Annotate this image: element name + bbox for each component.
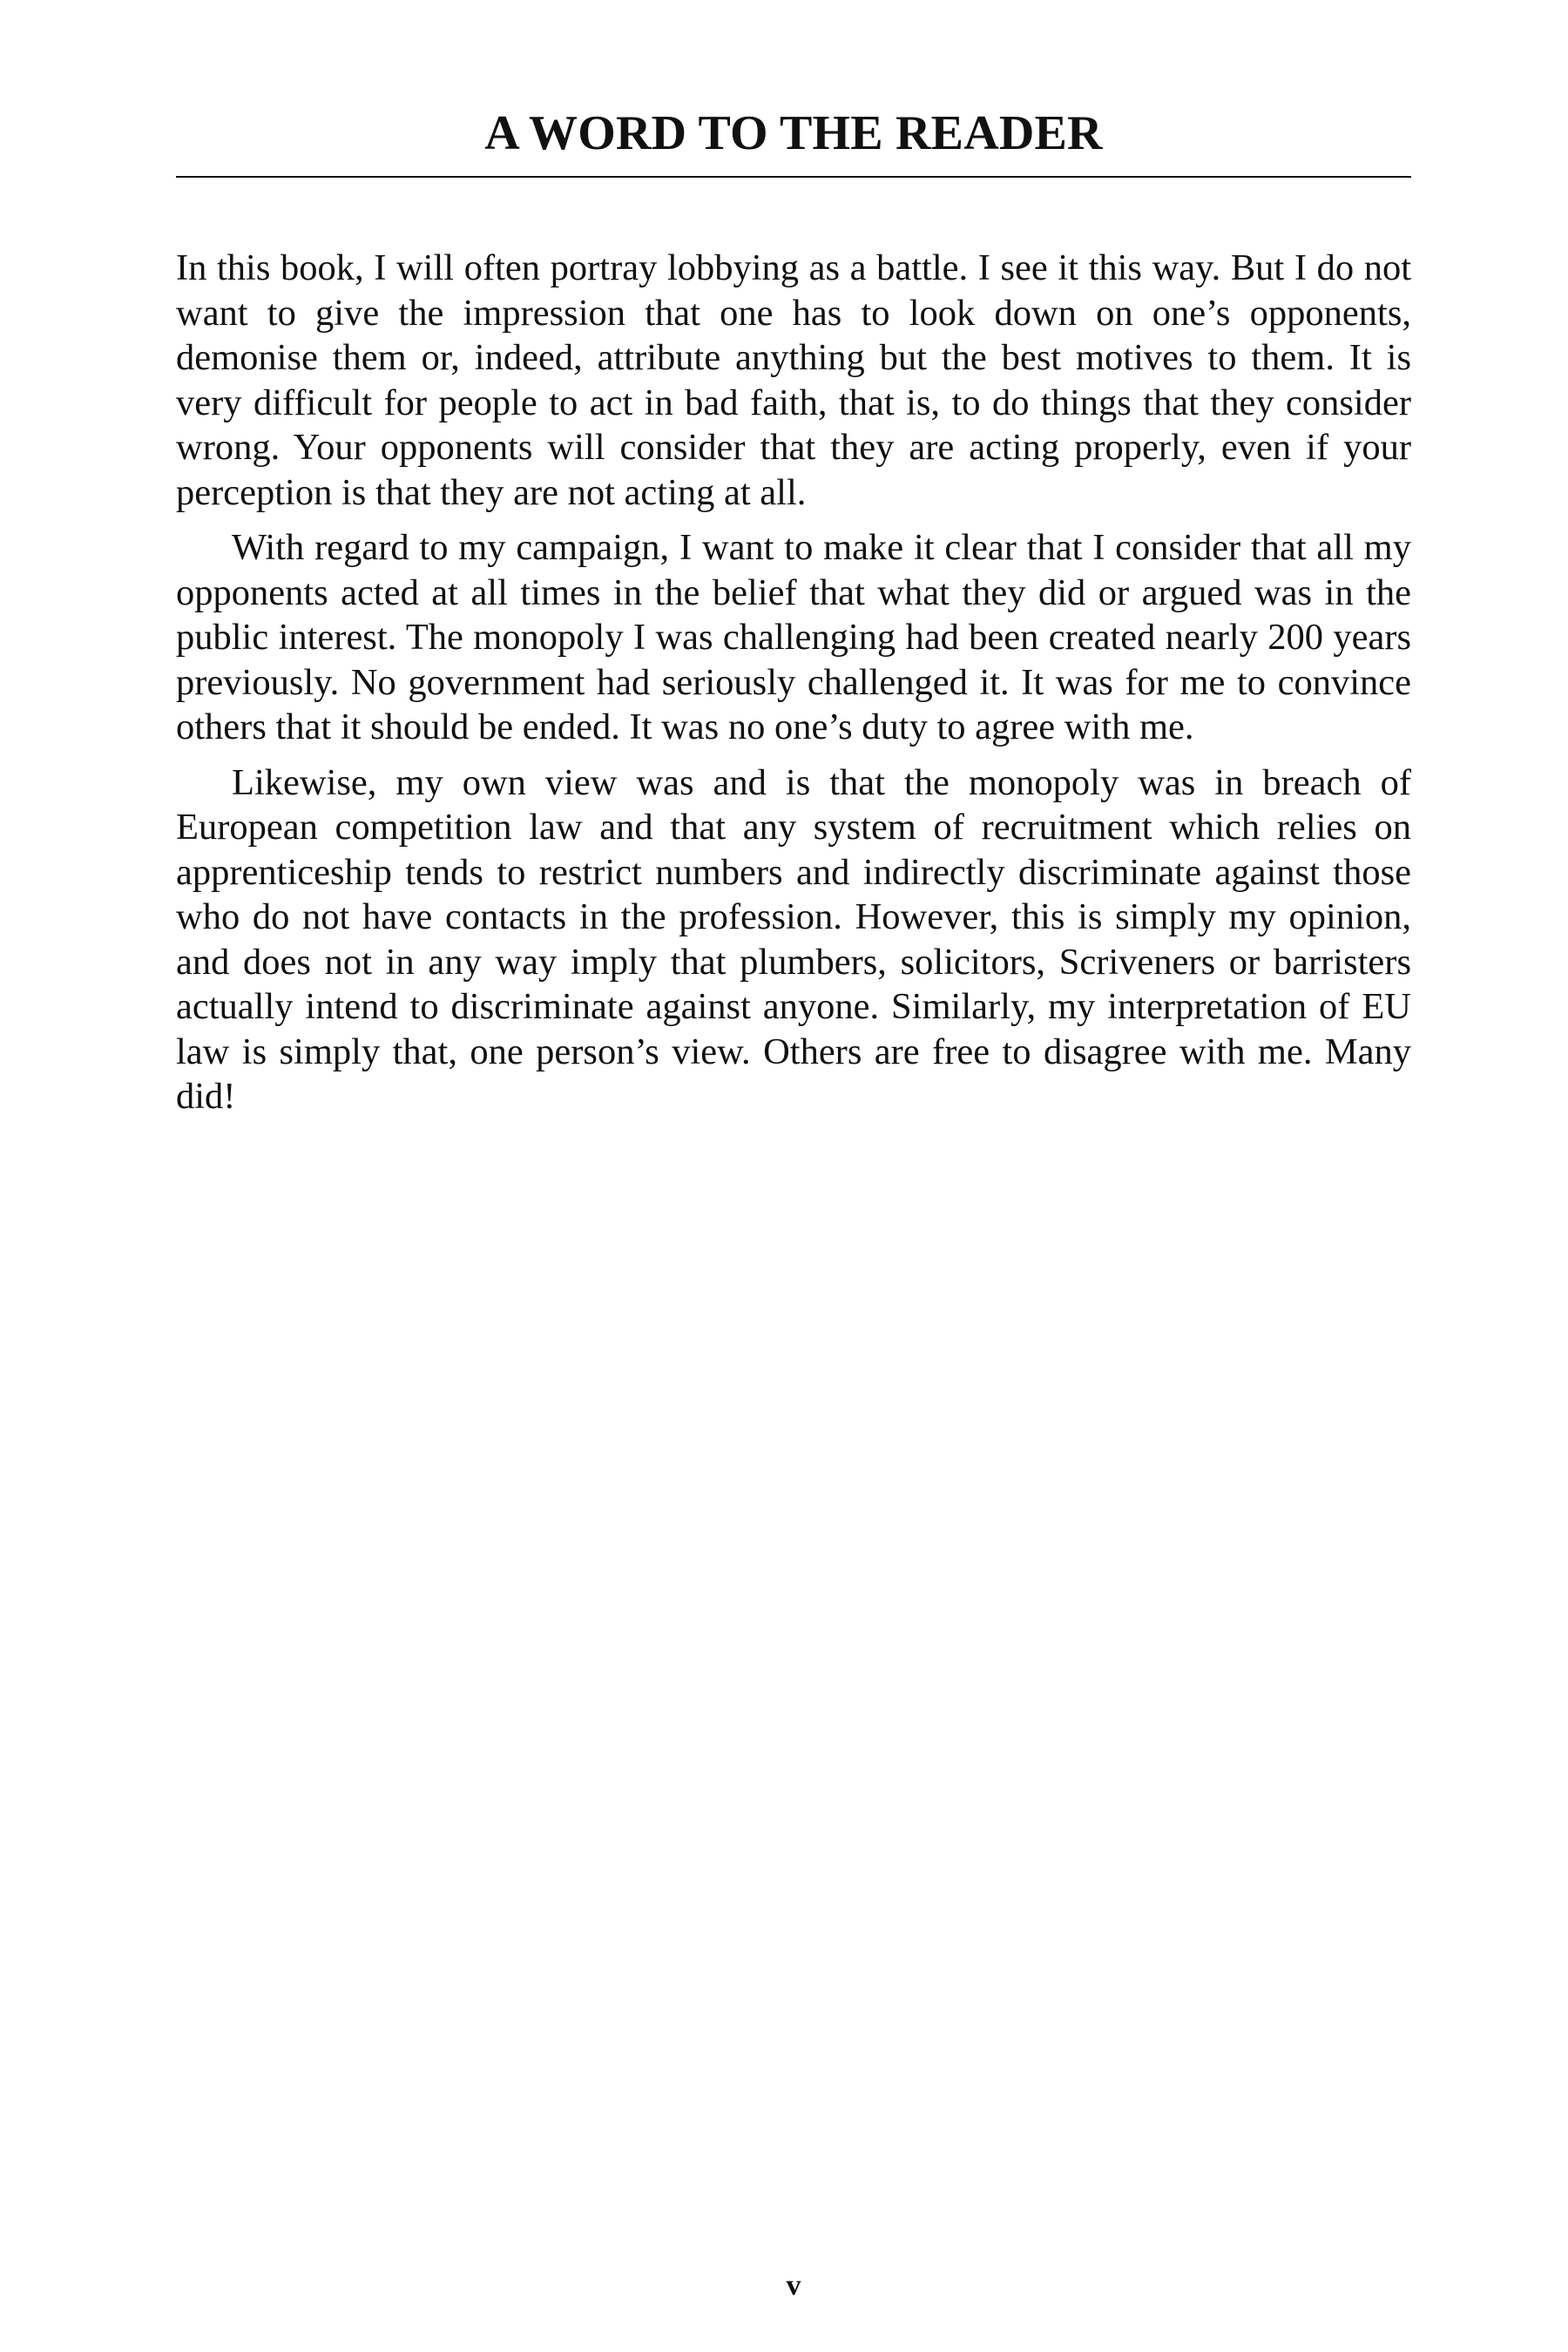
paragraph-2: With regard to my campaign, I want to make it clear that I consider that all my opponents acted at all times in the belief that what they did or argued was in the public interest. The monopoly I was challenging had been created nearly 200 years previously. No government had seriously challenged it. It was for me to convince others that it should be ended. It was no one’s duty to agree with me. [176,527,1411,747]
book-page [176,0,1411,2352]
paragraph-1: In this book, I will often portray lobbying as a battle. I see it this way. But I do not want to give the impression that one has to look down on one’s opponents, demonise them or, indeed, attribute anything but the best motives to them. It is very difficult for people to act in bad faith, that is, to do things that they consider wrong. Your opponents will consider that they are acting properly, even if your perception is that they are not acting at all. [176,247,1411,513]
paragraph-3: Likewise, my own view was and is that the monopoly was in breach of European competition law and that any system of recruitment which relies on apprenticeship tends to restrict numbers and indirectly discriminate against those who do not have contacts in the profession. However, this is simply my opinion, and does not in any way imply that plumbers, solicitors, Scriveners or barristers actually intend to discriminate against anyone. Similarly, my interpretation of EU law is simply that, one person’s view. Others are free to disagree with me. Many did! [176,761,1411,1117]
title-rule-divider [176,176,1411,178]
body-text [176,246,1411,1130]
page-number: v [786,2269,801,2301]
page-title: A WORD TO THE READER [484,106,1103,160]
